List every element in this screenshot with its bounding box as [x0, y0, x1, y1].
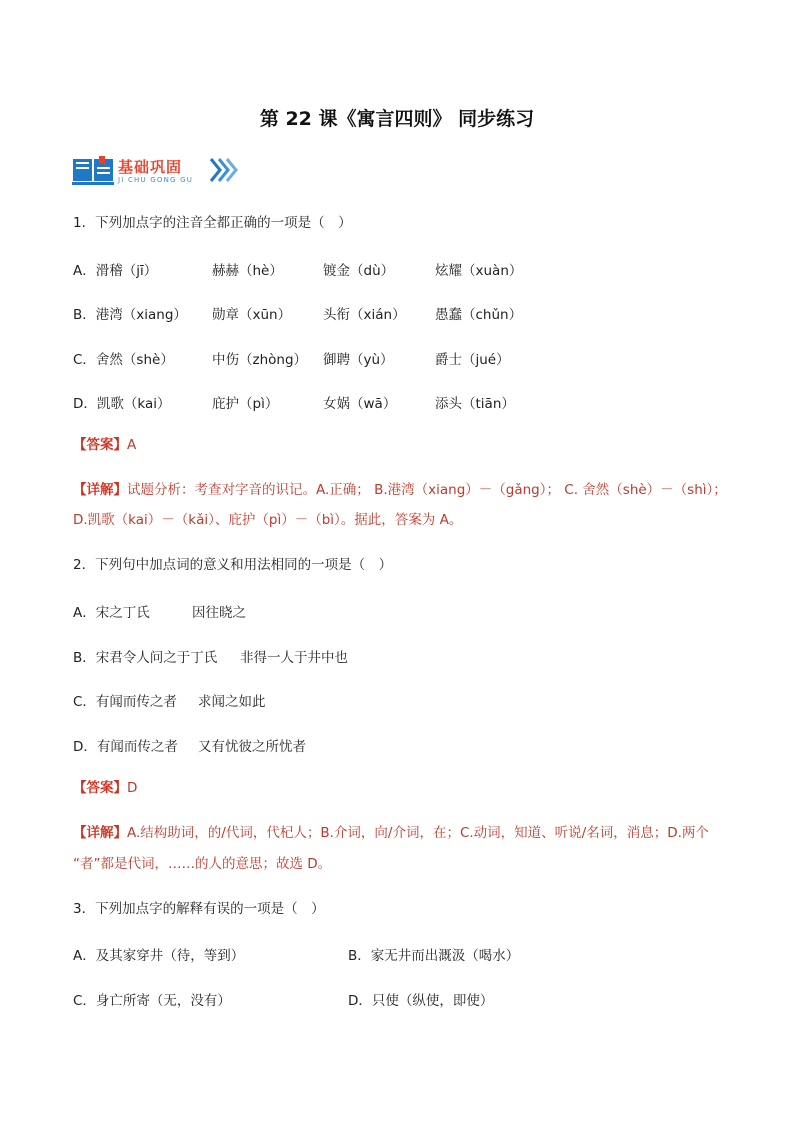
- option-b-1: B．港湾（xiang）: [73, 307, 187, 323]
- option-a-1: A．滑稽（jī）: [73, 263, 158, 279]
- option-b-1: B．宋君令人问之于丁氏: [73, 650, 218, 666]
- section-banner: [72, 154, 252, 190]
- question-1-detail-line-1: [73, 481, 727, 499]
- option-c-2: 中伤（zhòng）: [212, 352, 308, 368]
- option-d-2: 又有忧彼之所忧者: [198, 739, 306, 755]
- option-c: C．身亡所寄（无，没有）: [73, 993, 231, 1009]
- book-icon: [72, 156, 114, 188]
- question-3-stem: 3．下列加点字的解释有误的一项是（ ）: [73, 901, 325, 917]
- answer-tag: 【答案】: [73, 780, 127, 796]
- question-2-stem: 2．下列句中加点词的意义和用法相同的一项是（ ）: [73, 557, 393, 573]
- answer-value: D: [127, 780, 138, 796]
- option-d: D．只使（纵使，即使）: [348, 993, 494, 1009]
- option-b: B．家无井而出溉汲（喝水）: [348, 948, 520, 964]
- option-b-2: 勋章（xūn）: [212, 307, 292, 323]
- option-a-2: 因往晓之: [192, 605, 246, 621]
- question-1-detail-line-2: D.凯歌（kai）－（kǎi）、庇护（pì）－（bì）。据此，答案为 A。: [73, 512, 463, 528]
- option-a-1: A．宋之丁氏: [73, 605, 150, 621]
- option-d-3: 女娲（wā）: [323, 396, 397, 412]
- option-b-4: 愚蠢（chǔn）: [435, 307, 523, 323]
- page-title: 第 22 课《寓言四则》 同步练习: [259, 108, 535, 130]
- option-b-2: 非得一人于井中也: [240, 650, 348, 666]
- question-1-stem: 1．下列加点字的注音全都正确的一项是（ ）: [73, 215, 352, 231]
- question-2-detail-line-1: [73, 824, 709, 842]
- question-2-answer: [73, 779, 137, 797]
- option-d-1: D．有闻而传之者: [73, 739, 178, 755]
- question-2-detail-line-2: “者”都是代词，……的人的意思；故选 D。: [73, 856, 332, 872]
- option-d-4: 添头（tiān）: [435, 396, 515, 412]
- option-c-3: 御聘（yù）: [323, 352, 394, 368]
- option-c-2: 求闻之如此: [198, 694, 266, 710]
- option-b-3: 头衔（xián）: [323, 307, 406, 323]
- question-1-answer: [73, 436, 136, 454]
- option-d-2: 庇护（pì）: [212, 396, 279, 412]
- option-a-4: 炫耀（xuàn）: [435, 263, 523, 279]
- detail-tag: 【详解】: [73, 825, 127, 841]
- detail-text: A.结构助词，的/代词，代杞人；B.介词，向/介词，在；C.动词，知道、听说/名词，消息；D.两个: [127, 825, 709, 841]
- double-chevron-right-icon: [209, 156, 241, 184]
- banner-title: 基础巩固: [118, 158, 183, 176]
- detail-tag: 【详解】: [73, 482, 127, 498]
- banner-subtitle: JI CHU GONG GU: [118, 176, 194, 184]
- answer-value: A: [127, 437, 137, 453]
- option-c-4: 爵士（jué）: [435, 352, 510, 368]
- option-a-3: 镀金（dù）: [323, 263, 395, 279]
- detail-text: 试题分析：考查对字音的识记。A.正确； B.港湾（xiang）－（gǎng）； C. 舍然（shè）－（shì）；: [127, 482, 727, 498]
- option-c-1: C．有闻而传之者: [73, 694, 177, 710]
- answer-tag: 【答案】: [73, 437, 127, 453]
- option-c-1: C．舍然（shè）: [73, 352, 174, 368]
- option-a-2: 赫赫（hè）: [212, 263, 283, 279]
- option-d-1: D．凯歌（kai）: [73, 396, 171, 412]
- option-a: A．及其家穿井（待，等到）: [73, 948, 245, 964]
